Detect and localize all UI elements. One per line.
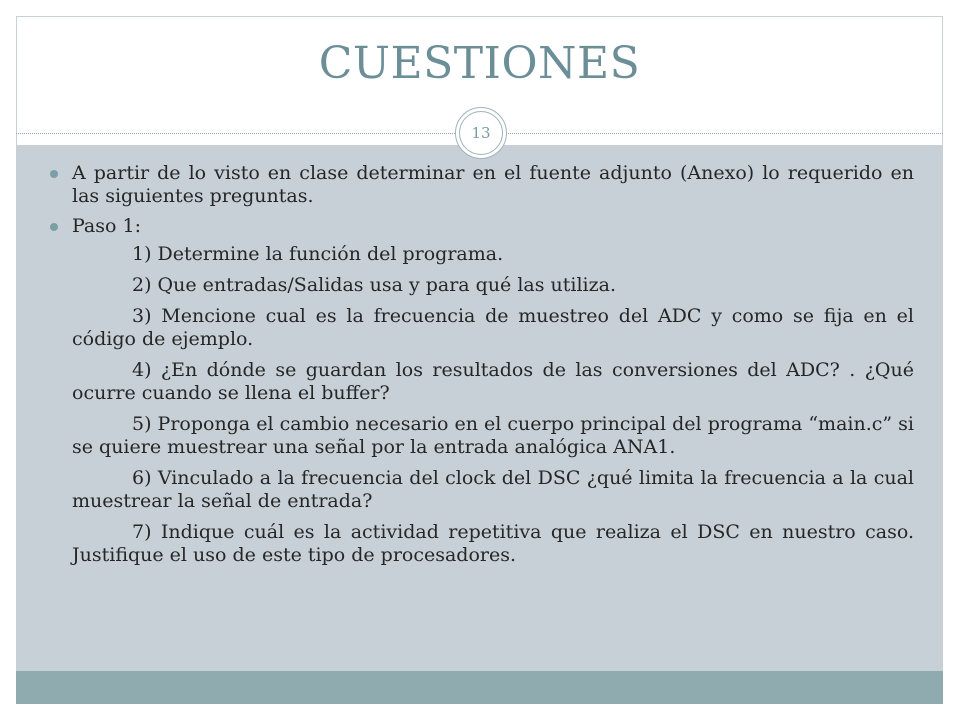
slide-body [72,162,914,575]
question-2: 2) Que entradas/Salidas usa y para qué las utiliza. [132,274,617,296]
bullet-icon [50,170,58,178]
page-number-badge [455,107,507,159]
bullet-icon [50,223,58,231]
slide-title: CUESTIONES [318,38,641,89]
page-number: 13 [459,111,503,155]
bullet-item [72,215,914,238]
question-4: 4) ¿En dónde se guardan los resultados de las conversiones del ADC? . ¿Qué ocurre cuando se llena el buffer? [72,359,914,404]
bullet-item [72,162,914,208]
question-5: 5) Proponga el cambio necesario en el cuerpo principal del programa “main.c” si se quiere muestrear una señal por la entrada analógica ANA1. [72,413,914,458]
question-7: 7) Indique cuál es la actividad repetitiva que realiza el DSC en nuestro caso. Justifique el uso de este tipo de procesadores. [72,521,914,566]
question-1: 1) Determine la función del programa. [132,243,504,265]
bullet-text: Paso 1: [72,215,141,237]
question-6: 6) Vinculado a la frecuencia del clock del DSC ¿qué limita la frecuencia a la cual muestrear la señal de entrada? [72,467,914,512]
footer-band [16,671,943,704]
question-3: 3) Mencione cual es la frecuencia de muestreo del ADC y como se fija en el código de ejemplo. [72,305,914,350]
bullet-text: A partir de lo visto en clase determinar en el fuente adjunto (Anexo) lo requerido en las siguientes preguntas. [72,162,914,207]
